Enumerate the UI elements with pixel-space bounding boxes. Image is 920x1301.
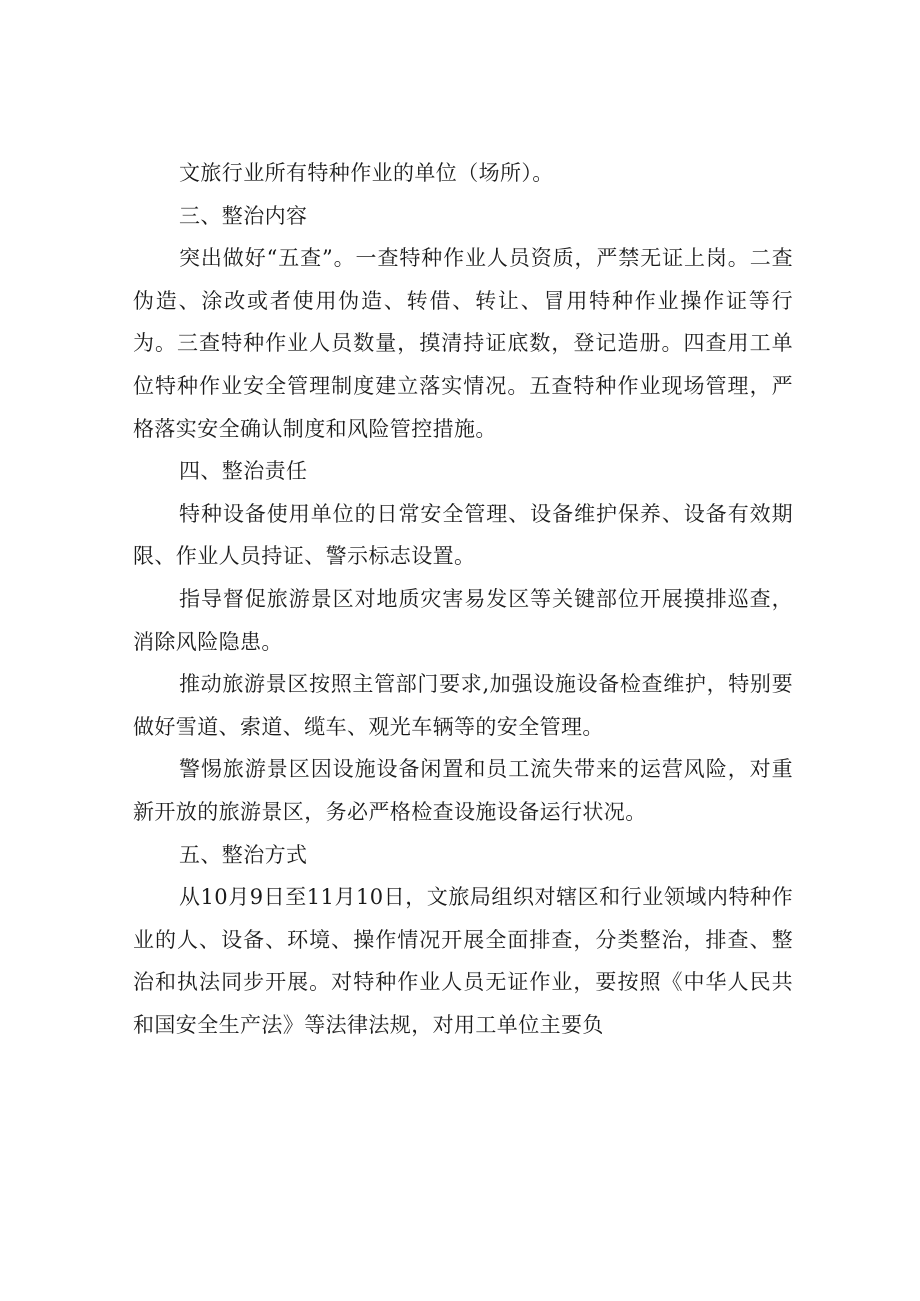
section-heading: 三、整治内容 <box>179 203 308 228</box>
body-paragraph: 警惕旅游景区因设施设备闲置和员工流失带来的运营风险，对重新开放的旅游景区，务必严格检查设施设备运行状况。 <box>133 757 793 824</box>
body-paragraph: 特种设备使用单位的日常安全管理、设备维护保养、设备有效期限、作业人员持证、警示标志设置。 <box>133 501 793 569</box>
body-paragraph: 指导督促旅游景区对地质灾害易发区等关键部位开展摸排巡查，消除风险隐患。 <box>133 586 793 654</box>
body-paragraph: 文旅行业所有特种作业的单位（场所）。 <box>179 161 554 185</box>
document-body <box>133 152 793 1046</box>
body-paragraph: 突出做好“五查”。一查特种作业人员资质，严禁无证上岗。二查伪造、涂改或者使用伪造、转借、转让、冒用特种作业操作证等行为。三查特种作业人员数量，摸清持证底数，登记造册。四查用工单位特种作业安全管理制度建立落实情况。五查特种作业现场管理，严格落实安全确认制度和风险管控措施。 <box>133 246 793 441</box>
section-heading: 五、整治方式 <box>179 842 308 867</box>
body-paragraph: 从10月9日至11月10日，文旅局组织对辖区和行业领域内特种作业的人、设备、环境、操作情况开展全面排查，分类整治，排查、整治和执法同步开展。对特种作业人员无证作业，要按照《中华人民共和国安全生产法》等法律法规，对用工单位主要负 <box>133 885 793 1037</box>
body-paragraph: 推动旅游景区按照主管部门要求,加强设施设备检查维护，特别要做好雪道、索道、缆车、观光车辆等的安全管理。 <box>133 672 793 739</box>
section-heading: 四、整治责任 <box>179 459 308 484</box>
